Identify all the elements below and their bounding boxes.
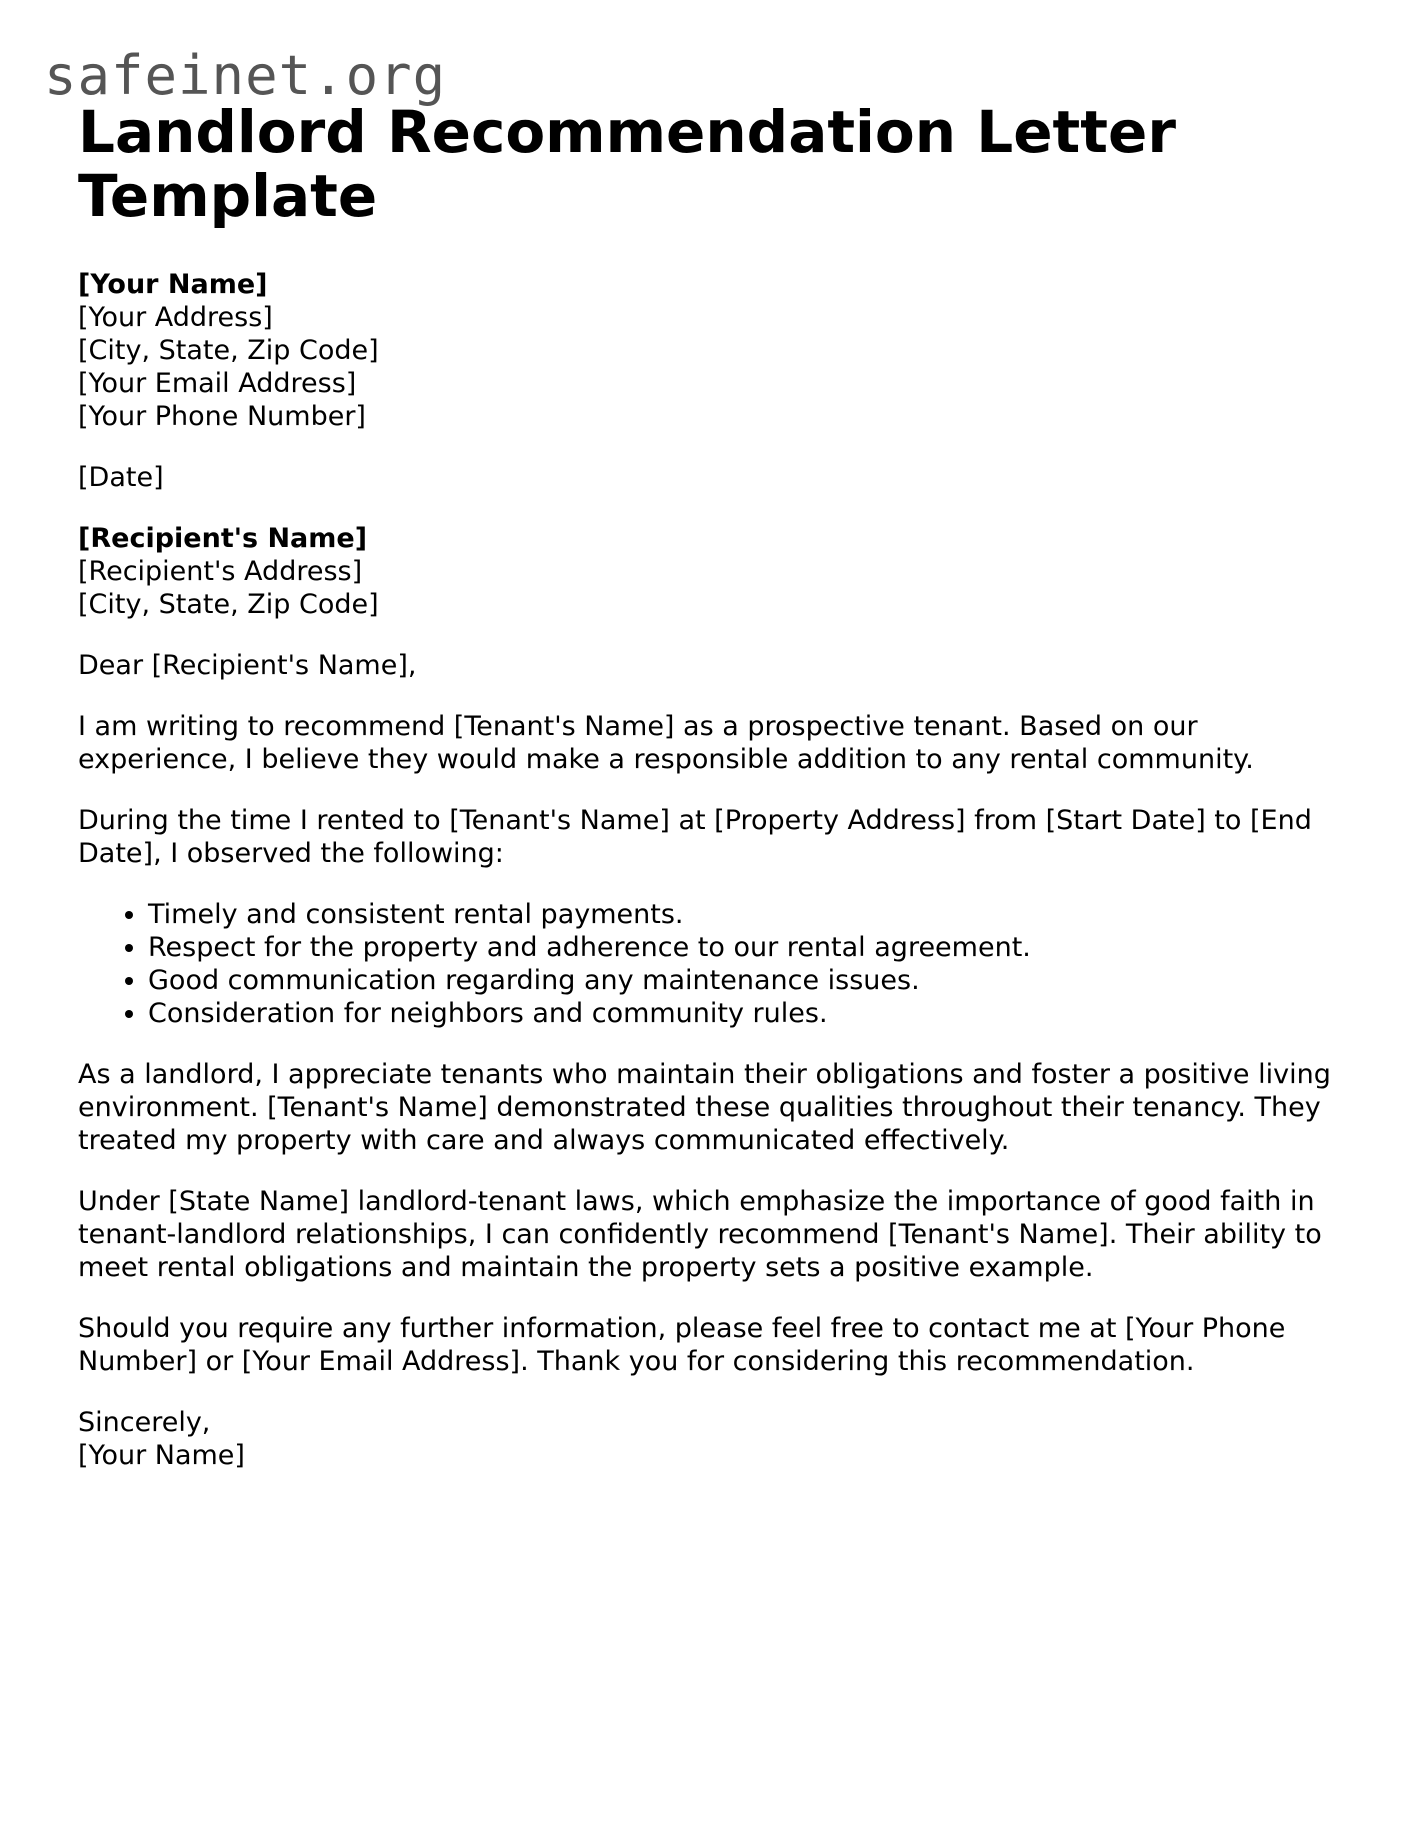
- sender-email: [Your Email Address]: [78, 368, 357, 399]
- watermark: safeinet.org: [44, 44, 447, 107]
- sender-phone: [Your Phone Number]: [78, 401, 366, 432]
- legal-paragraph: Under [State Name] landlord-tenant laws, which emphasize the importance of good faith in tenant-landlord relationships, I can confidently recommend [Tenant's Name]. Their ability to meet rental obligations and maintain the property sets a positive example.: [78, 1186, 1322, 1283]
- sender-address: [Your Address]: [78, 302, 273, 333]
- sender-block: [78, 268, 1348, 433]
- observations-list: [78, 898, 1348, 1030]
- sender-name: [Your Name]: [78, 269, 268, 300]
- recipient-address: [Recipient's Address]: [78, 556, 363, 587]
- list-item: • Consideration for neighbors and community rules.: [148, 997, 1348, 1030]
- list-item: • Timely and consistent rental payments.: [148, 898, 1348, 931]
- signoff: Sincerely,: [78, 1407, 211, 1438]
- qualities-paragraph: As a landlord, I appreciate tenants who maintain their obligations and foster a positive living environment. [Tenant's Name] demonstrated these qualities throughout their tenancy. They treated my property with care and always communicated effectively.: [78, 1059, 1331, 1156]
- salutation: Dear [Recipient's Name],: [78, 650, 417, 681]
- letter-page: [78, 100, 1348, 1472]
- recipient-name: [Recipient's Name]: [78, 523, 368, 554]
- list-item: • Good communication regarding any maintenance issues.: [148, 964, 1348, 997]
- recipient-city-state-zip: [City, State, Zip Code]: [78, 589, 379, 620]
- signature-block: [78, 1406, 1348, 1472]
- sender-city-state-zip: [City, State, Zip Code]: [78, 335, 379, 366]
- date-line: [Date]: [78, 462, 164, 493]
- letter-body: [78, 268, 1348, 1472]
- intro-paragraph: I am writing to recommend [Tenant's Name] as a prospective tenant. Based on our experience, I believe they would make a responsible addition to any rental community.: [78, 711, 1254, 775]
- signature-name: [Your Name]: [78, 1440, 245, 1471]
- list-item: • Respect for the property and adherence to our rental agreement.: [148, 931, 1348, 964]
- recipient-block: [78, 522, 1348, 621]
- page-title: Landlord Recommendation Letter Template: [78, 98, 1176, 230]
- rental-period-paragraph: During the time I rented to [Tenant's Name] at [Property Address] from [Start Date] to [End Date], I observed the following:: [78, 805, 1312, 869]
- contact-paragraph: Should you require any further information, please feel free to contact me at [Your Phone Number] or [Your Email Address]. Thank you for considering this recommendation.: [78, 1313, 1286, 1377]
